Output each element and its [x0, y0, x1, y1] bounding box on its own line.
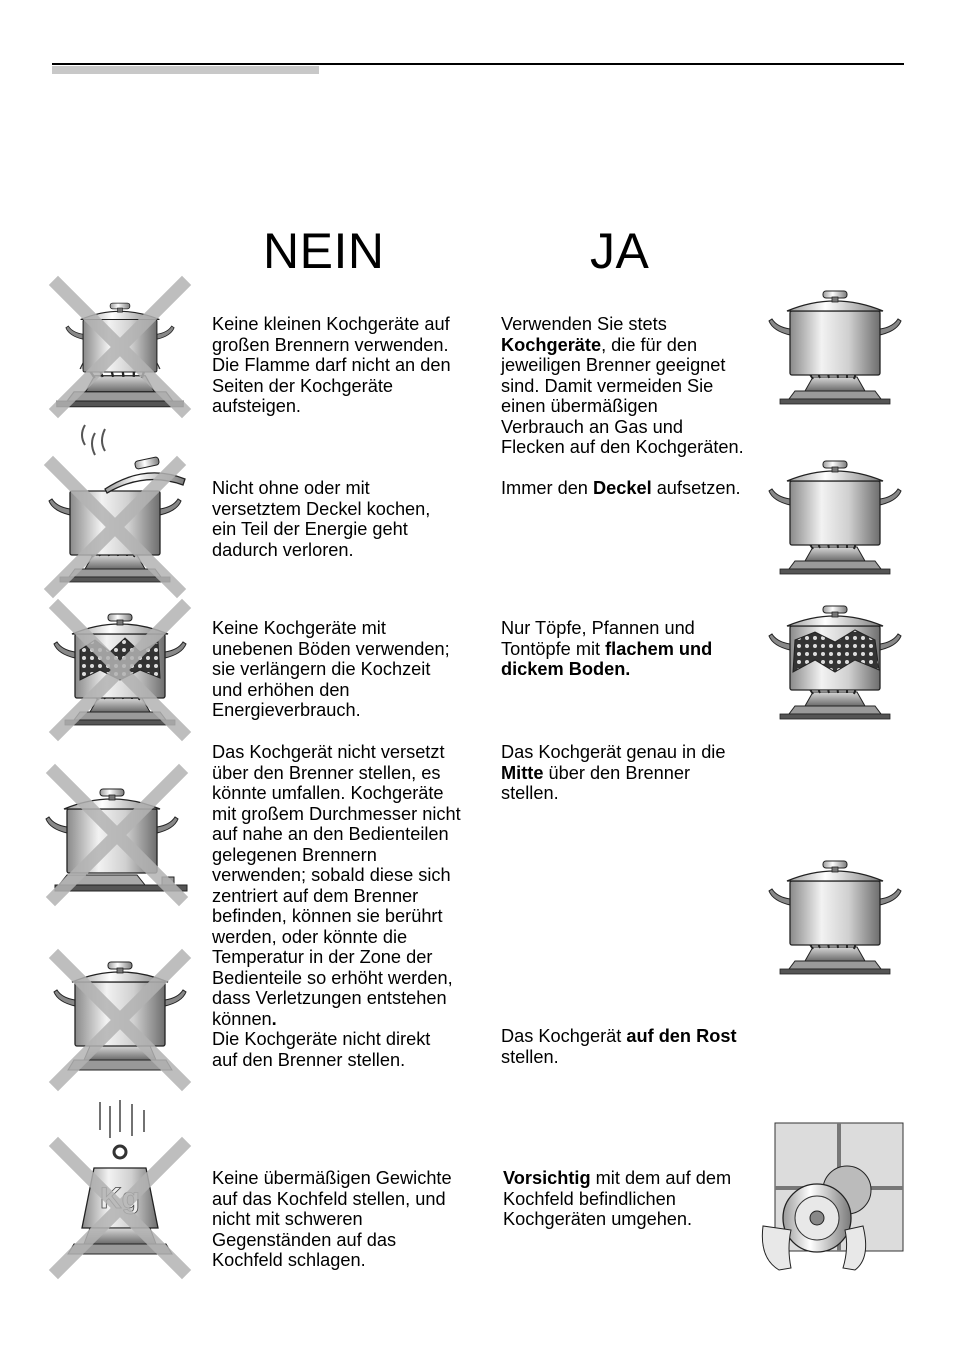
text-line: über den Brenner stellen, es [212, 762, 441, 783]
text-line: Die Kochgeräte nicht direkt [212, 1029, 431, 1049]
text-line: versetztem Deckel kochen, [212, 498, 431, 519]
text-line: Verbrauch an Gas und [501, 416, 683, 437]
illustration-pot-with-lid [770, 455, 905, 580]
text-span: aufsetzen. [651, 478, 741, 498]
nein-text-lid [212, 478, 430, 560]
text-line: dadurch verloren. [212, 539, 354, 560]
nein-text-small-pot [212, 314, 451, 417]
text-line: auf nahe an den Bedienteilen [212, 824, 449, 844]
ja-text-lid [501, 478, 741, 499]
text-line [501, 639, 712, 660]
text-line: gelegenen Brennern [212, 844, 377, 865]
text-span: können [212, 1008, 272, 1029]
text-line: mit großem Durchmesser nicht [212, 803, 461, 824]
text-line: Verwenden Sie stets [501, 314, 667, 334]
text-line: großen Brennern verwenden. [212, 334, 449, 355]
text-line: Das Kochgerät nicht versetzt [212, 742, 445, 762]
text-line: Kochfeld befindlichen [503, 1188, 676, 1209]
text-line: unebenen Böden verwenden; [212, 638, 450, 659]
text-line: und erhöhen den [212, 679, 350, 700]
weight-label: Kg [100, 1182, 140, 1215]
illustration-correct-pot-size [770, 285, 905, 410]
text-line: Temperatur in der Zone der [212, 947, 433, 967]
top-rule [52, 63, 904, 65]
text-span: Das Kochgerät [501, 1026, 627, 1046]
text-line: auf das Kochfeld stellen, und [212, 1188, 446, 1209]
text-bold: dickem Boden. [501, 659, 631, 679]
text-span: Tontöpfe mit [501, 638, 606, 659]
text-line: einen übermäßigen [501, 396, 658, 416]
text-line [212, 1009, 461, 1030]
nein-text-offset [212, 742, 461, 1070]
text-line: sie verlängern die Kochzeit [212, 659, 431, 679]
text-line: ein Teil der Energie geht [212, 519, 408, 539]
text-line: könnte umfallen. Kochgeräte [212, 783, 444, 803]
text-line: Keine kleinen Kochgeräte auf [212, 314, 450, 334]
text-line: werden, oder könnte die [212, 926, 408, 947]
text-line: auf den Brenner stellen. [212, 1049, 406, 1070]
text-span: Immer den [501, 478, 593, 498]
text-bold: Kochgeräte [501, 334, 602, 355]
nein-text-weight [212, 1168, 452, 1271]
ja-text-careful [503, 1168, 731, 1230]
text-line: sind. Damit vermeiden Sie [501, 375, 714, 396]
heading-nein: NEIN [263, 223, 385, 279]
text-line [501, 478, 741, 499]
text-line: Bedienteile so erhöht werden, [212, 967, 453, 988]
illustration-pot-without-lid [50, 425, 185, 585]
text-bold: flachem und [605, 638, 713, 659]
text-bold: Vorsichtig [503, 1168, 591, 1188]
text-line: nicht mit schweren [212, 1209, 363, 1229]
illustration-heavy-weight [55, 1100, 185, 1275]
text-span: , die für den [601, 334, 698, 355]
text-line: Kochfeld schlagen. [212, 1250, 366, 1270]
illustration-centered-pot [770, 855, 905, 980]
illustration-careful-handling [755, 1118, 910, 1278]
text-span: mit dem auf dem [590, 1168, 732, 1188]
text-line: aufsteigen. [212, 396, 301, 416]
illustration-pot-directly-on-burner [55, 955, 185, 1085]
nein-text-uneven [212, 618, 450, 721]
text-line [501, 1026, 737, 1047]
text-line: Keine Kochgeräte mit [212, 618, 386, 638]
text-bold: . [271, 1008, 277, 1029]
text-line: jeweiligen Brenner geeignet [501, 355, 726, 375]
ja-text-center [501, 742, 725, 804]
text-line: befinden, können sie berührt [212, 906, 443, 926]
text-line: Keine übermäßigen Gewichte [212, 1168, 452, 1188]
text-bold: Mitte [501, 762, 544, 783]
top-gray-bar [52, 66, 319, 74]
ja-text-grate [501, 1026, 737, 1067]
text-line: Energieverbrauch. [212, 700, 361, 720]
text-line: stellen. [501, 1046, 559, 1067]
illustration-offset-pot [52, 770, 187, 905]
text-line: Gegenständen auf das [212, 1229, 397, 1250]
text-line [501, 335, 744, 356]
text-line: verwenden; sobald diese sich [212, 865, 451, 885]
text-line: Das Kochgerät genau in die [501, 742, 726, 762]
text-line [503, 1168, 731, 1189]
heading-ja: JA [590, 223, 650, 279]
text-line: dass Verletzungen entstehen [212, 988, 447, 1008]
text-line [501, 659, 712, 680]
text-line: Die Flamme darf nicht an den [212, 355, 451, 375]
text-line [501, 763, 725, 784]
ja-text-flat-bottom [501, 618, 712, 680]
illustration-flat-bottom [770, 600, 905, 725]
text-line: zentriert auf dem Brenner [212, 885, 419, 906]
text-line: Flecken auf den Kochgeräten. [501, 437, 744, 457]
text-line: stellen. [501, 783, 559, 803]
text-line: Seiten der Kochgeräte [212, 375, 393, 396]
text-bold: Deckel [592, 478, 652, 498]
text-bold: auf den Rost [626, 1026, 737, 1046]
illustration-small-pot-large-burner [55, 285, 185, 410]
text-line: Nur Töpfe, Pfannen und [501, 618, 695, 638]
text-line: Nicht ohne oder mit [212, 478, 370, 498]
text-span: über den Brenner [543, 762, 691, 783]
illustration-uneven-bottom [55, 605, 185, 735]
ja-text-size [501, 314, 744, 458]
text-line: Kochgeräten umgehen. [503, 1209, 693, 1229]
